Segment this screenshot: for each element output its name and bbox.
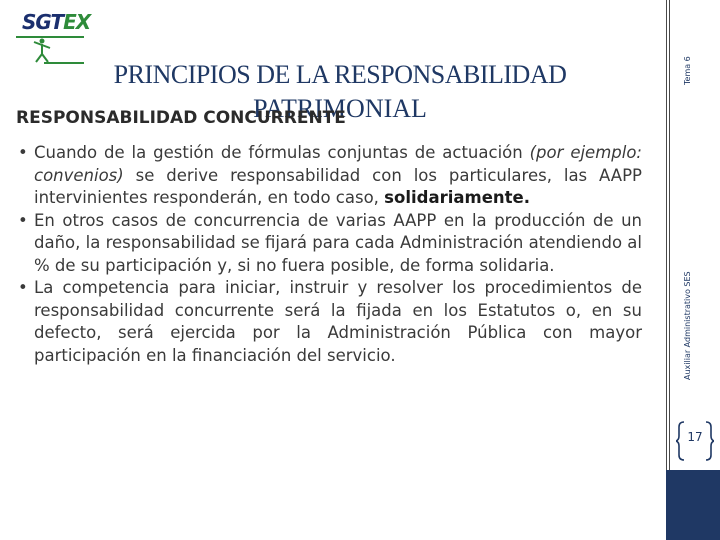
- bullet-item: [14, 142, 642, 210]
- bullet-text-segment: (por ejemplo: convenios): [34, 143, 642, 185]
- page-number-box: [676, 418, 714, 464]
- bullet-text-segment: La competencia para iniciar, instruir y resolver los procedimientos de responsabilidad concurrente será la fijada en los Estatutos o, en su defecto, será ejercida por la Administración Pública con mayor participación en la financiación del servicio.: [34, 278, 642, 365]
- sgtex-logo: [14, 8, 94, 68]
- logo-text-accent: EX: [63, 10, 91, 34]
- sidebar-course: Auxiliar Administrativo SES: [683, 271, 692, 380]
- section-subtitle: RESPONSABILIDAD CONCURRENTE: [16, 108, 346, 128]
- bullet-text-segment: se derive responsabilidad con los particulares, las AAPP intervinientes responderán, en todo caso,: [34, 165, 642, 207]
- bullet-text-segment: En otros casos de concurrencia de varias AAPP en la producción de un daño, la responsabilidad se fijará para cada Administración atendiendo al % de su participación y, si no fuera posible, de forma solidaria.: [34, 210, 642, 275]
- bullet-list: [14, 142, 642, 367]
- logo-text: [22, 10, 90, 34]
- bullet-item: [14, 277, 642, 367]
- page-title-line2: PATRIMONIAL: [253, 94, 427, 123]
- sidebar-footer-block: [666, 470, 720, 540]
- sidebar-divider-inner: [669, 0, 670, 540]
- sidebar-divider: [666, 0, 667, 540]
- bullet-text-segment: Cuando de la gestión de fórmulas conjuntas de actuación: [34, 143, 530, 162]
- bullet-text-segment: solidariamente.: [384, 188, 530, 207]
- page-title-line1: PRINCIPIOS DE LA RESPONSABILIDAD: [113, 60, 567, 89]
- logo-text-main: SGT: [22, 10, 64, 34]
- bullet-item: [14, 210, 642, 278]
- sidebar-topic: Tema 6: [683, 56, 692, 85]
- page-number: 17: [687, 430, 703, 444]
